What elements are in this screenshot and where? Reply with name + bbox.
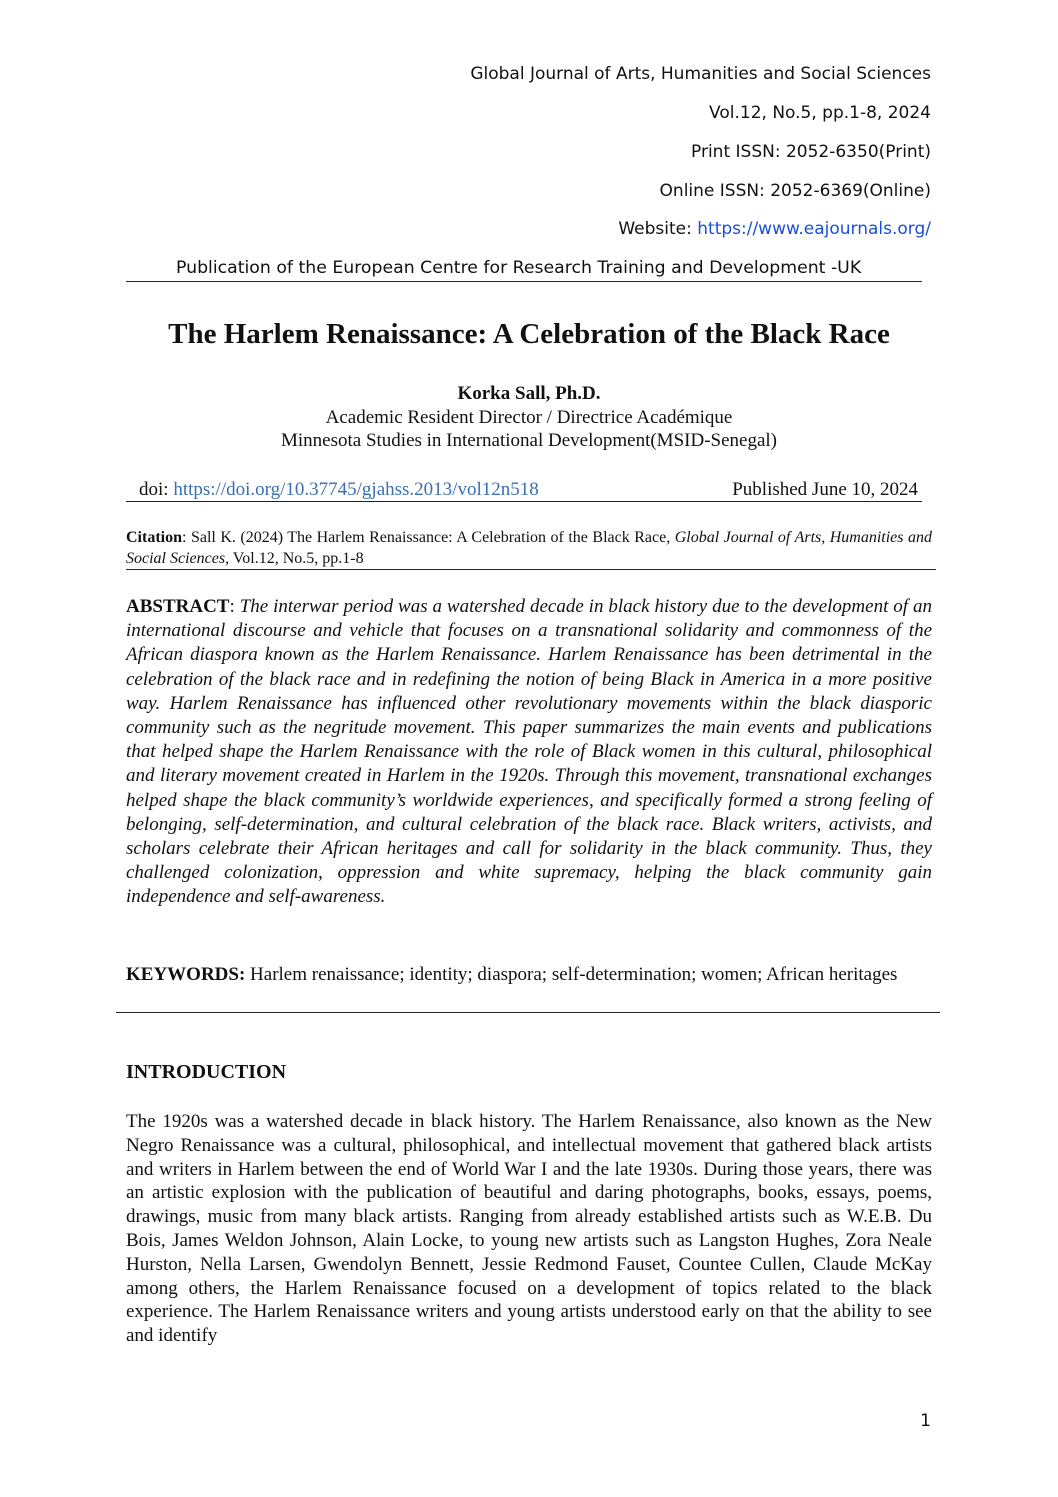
doi-link[interactable]: https://doi.org/10.37745/gjahss.2013/vol12n518 [173, 479, 539, 500]
keywords-divider [116, 1012, 940, 1013]
citation-journal: Global Journal of Arts, Humanities and Social Sciences [126, 529, 933, 567]
print-issn: Print ISSN: 2052-6350(Print) [691, 142, 931, 162]
doi-label: doi: [139, 479, 174, 500]
introduction-paragraph: The 1920s was a watershed decade in black history. The Harlem Renaissance, also known as the New Negro Renaissance was a cultural, philosophical, and intellectual movement that gathered black artists and writers in Harlem between the end of World War I and the late 1930s. During those years, there was an artistic explosion with the publication of beautiful and daring photographs, books, essays, poems, drawings, music from many black artists. Ranging from already established artists such as W.E.B. Du Bois, James Weldon Johnson, Alain Locke, to young new artists such as Langston Hughes, Zora Neale Hurston, Nella Larsen, Gwendolyn Bennett, Jessie Redmond Fauset, Countee Cullen, Claude McKay among others, the Harlem Renaissance focused on a development of topics related to the black experience. The Harlem Renaissance writers and young artists understood early on that the ability to see and identify [126, 1111, 932, 1347]
journal-name: Global Journal of Arts, Humanities and Social Sciences [470, 64, 931, 84]
affiliation-institution: Minnesota Studies in International Development(MSID-Senegal) [280, 430, 777, 451]
citation-text: : Sall K. (2024) The Harlem Renaissance: A Celebration of the Black Race, [182, 529, 675, 546]
website-line [618, 219, 931, 239]
volume-info: Vol.12, No.5, pp.1-8, 2024 [709, 103, 931, 123]
keywords-label: KEYWORDS: [126, 964, 246, 985]
citation-label: Citation [126, 529, 182, 546]
header-divider [126, 281, 922, 282]
website-link[interactable]: https://www.eajournals.org/ [697, 219, 931, 239]
doi-line [139, 479, 539, 501]
citation [126, 527, 932, 569]
abstract-label: ABSTRACT [126, 596, 230, 617]
publisher-line: Publication of the European Centre for Research Training and Development -UK [176, 258, 862, 278]
author-name: Korka Sall, Ph.D. [457, 383, 601, 404]
keywords [126, 963, 932, 986]
published-date: Published June 10, 2024 [732, 479, 918, 500]
affiliation-role: Academic Resident Director / Directrice Académique [325, 407, 733, 428]
abstract-text: The interwar period was a watershed decade in black history due to the development of an international discourse and vehicle that focuses on a transnational solidarity and commonness of the African diaspora known as the Harlem Renaissance. Harlem Renaissance has been detrimental in the celebration of the black race and in redefining the notion of being Black in America in a more positive way. Harlem Renaissance has influenced other revolutionary movements within the black diasporic community such as the negritude movement. This paper summarizes the main events and publications that helped shape the Harlem Renaissance with the role of Black women in this cultural, philosophical and literary movement created in Harlem in the 1920s. Through this movement, transnational exchanges helped shape the black community’s worldwide experiences, and specifically formed a strong feeling of belonging, self-determination, and cultural celebration of the black race. Black writers, activists, and scholars celebrate their African heritages and call for solidarity in the black community. Thus, they challenged colonization, oppression and white supremacy, helping the black community gain independence and self-awareness. [126, 596, 932, 908]
keywords-text: Harlem renaissance; identity; diaspora; self-determination; women; African heritages [245, 964, 898, 985]
citation-divider [126, 569, 936, 570]
abstract-separator: : [229, 596, 240, 617]
citation-volume: , Vol.12, No.5, pp.1-8 [225, 550, 364, 567]
doi-divider [126, 501, 922, 502]
section-heading-introduction: INTRODUCTION [126, 1061, 287, 1083]
page-number: 1 [920, 1411, 931, 1431]
website-label: Website: [618, 219, 698, 239]
online-issn: Online ISSN: 2052-6369(Online) [659, 181, 931, 201]
article-title: The Harlem Renaissance: A Celebration of the Black Race [168, 318, 890, 350]
abstract [126, 595, 932, 910]
